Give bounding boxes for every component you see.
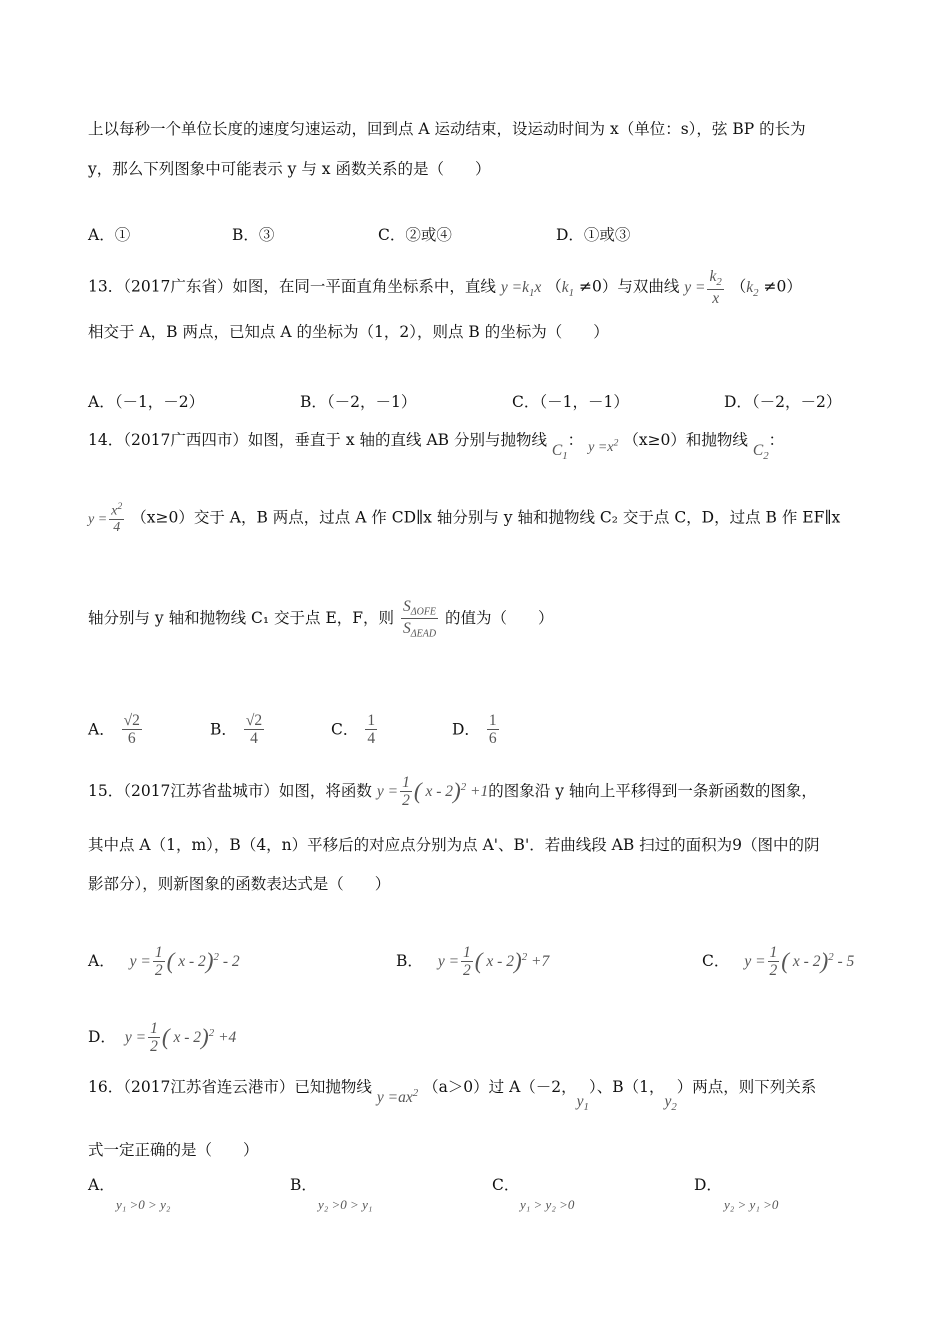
q13-prefix: 13．（2017广东省）如图，在同一平面直角坐标系中，直线 <box>88 277 496 296</box>
q12-line2: y，那么下列图象中可能表示 y 与 x 函数关系的是（ ） <box>88 160 491 178</box>
q15-line1 <box>88 774 817 811</box>
q16-option-a[interactable]: A． y₁ >0 > y₂ <box>88 1176 171 1212</box>
q14-line2-wrap <box>88 502 840 537</box>
q14-c1-label: $C_1$ <box>551 442 568 462</box>
q16-mid2: ）、B（1， <box>588 1078 665 1096</box>
q15-prefix: 15．（2017江苏省盐城市）如图，将函数 <box>88 781 372 800</box>
q16-mid1: （a＞0）过 A（－2， <box>423 1078 577 1096</box>
q16-y2: $y_2$ <box>664 1093 677 1113</box>
q13-mid1: （ <box>546 277 562 296</box>
q15-line2: 其中点 A（1，m），B（4，n）平移后的对应点分别为点 A'、B'．若曲线段 AB 扫过的面积为9（图中的阴 <box>88 836 820 854</box>
q14-parabola1: $y =x^2$ <box>588 437 619 455</box>
q12-option-a[interactable]: A．① <box>88 226 131 244</box>
q14-parabola2: y = $\frac{x^2}{4}$ <box>88 501 123 535</box>
q16-option-c[interactable]: C． y₁ > y₂ >0 <box>492 1176 575 1212</box>
q16-prefix: 16．（2017江苏省连云港市）已知抛物线 <box>88 1078 372 1096</box>
q14-option-b[interactable]: B． $\frac{√2}{4}$ <box>210 712 263 748</box>
q12-option-b[interactable]: B．③ <box>232 226 275 244</box>
q12-line1: 上以每秒一个单位长度的速度匀速运动，回到点 A 运动结束，设运动时间为 x（单位：s），弦 BP 的长为 <box>88 120 806 138</box>
q15-option-a[interactable]: A． y = $\frac{1}{2}$ ( x - 2)$^2$ - 2 <box>88 944 240 980</box>
q15-option-b[interactable]: B． y = $\frac{1}{2}$ ( x - 2)$^2$ +7 <box>396 944 550 980</box>
q14-c2-label: $C_2$ <box>752 442 769 462</box>
q13-option-d[interactable]: D．（－2，－2） <box>724 393 842 411</box>
q13-line1: 13．（2017广东省）如图，在同一平面直角坐标系中，直线 $y =k_1x$ $(k_1 \ne 0)$与双曲线 y = $\frac{k_2}{x}$ $(k_2 \ne 0)$ <box>88 268 802 307</box>
q13-tail: ） <box>786 277 802 296</box>
q12-option-c[interactable]: C．②或④ <box>378 226 452 244</box>
q13-k2-cond: $k_2$ <box>746 278 759 299</box>
q14-option-c[interactable]: C． $\frac{1}{4}$ <box>331 712 376 748</box>
q16-option-b[interactable]: B． y₂ >0 > y₁ <box>290 1176 373 1212</box>
q13-option-a[interactable]: A．（－1，－2） <box>88 393 205 411</box>
q13-line-formula: $y =k_1x$ <box>500 278 542 299</box>
q14-option-d[interactable]: D． $\frac{1}{6}$ <box>452 712 497 748</box>
q12-option-d[interactable]: D．①或③ <box>556 226 631 244</box>
q14-line2: （x≥0）交于 A，B 两点，过点 A 作 CD∥x 轴分别与 y 轴和抛物线 C₂ 交于点 C，D，过点 B 作 EF∥x <box>131 508 841 527</box>
q14-line3b: 的值为（ ） <box>444 609 554 627</box>
q13-hyperbola-formula: y = $\frac{k_2}{x}$ <box>684 268 722 307</box>
q13-option-c[interactable]: C．（－1，－1） <box>512 393 629 411</box>
q15-option-c[interactable]: C． y = $\frac{1}{2}$ ( x - 2)$^2$ - 5 <box>702 944 855 980</box>
q14-line3 <box>88 598 554 640</box>
q15-option-d[interactable]: D． y = $\frac{1}{2}$ ( x - 2)$^2$ +4 <box>88 1020 237 1056</box>
q15-line3: 影部分），则新图象的函数表达式是（ ） <box>88 875 391 893</box>
q14-line1: 14．（2017广西四市）如图，垂直于 x 轴的直线 AB 分别与抛物线 $C_1$： $y =x^2$ （x≥0）和抛物线 $C_2$： <box>88 431 785 462</box>
q14-prefix: 14．（2017广西四市）如图，垂直于 x 轴的直线 AB 分别与抛物线 <box>88 431 547 449</box>
q16-parabola: $y =ax^2$ <box>376 1087 419 1106</box>
q13-option-b[interactable]: B．（－2，－1） <box>300 393 417 411</box>
q16-option-d[interactable]: D． y₂ > y₁ >0 <box>694 1176 779 1212</box>
q14-option-a[interactable]: A． $\frac{√2}{6}$ <box>88 712 140 748</box>
q16-tail: ）两点，则下列关系 <box>676 1078 817 1096</box>
q16-line1 <box>88 1075 817 1113</box>
q13-line2: 相交于 A，B 两点，已知点 A 的坐标为（1，2），则点 B 的坐标为（ ） <box>88 323 609 341</box>
q14-line3a: 轴分别与 y 轴和抛物线 C₁ 交于点 E，F，则 <box>88 609 395 627</box>
q13-k1-cond: $k_1$ <box>561 278 575 299</box>
q14-area-ratio: $\frac{S_{\Delta OFE}}{S_{\Delta EAD}}$ <box>402 598 437 639</box>
q14-mid1: （x≥0）和抛物线 <box>623 431 748 449</box>
q15-function: y = $\frac{1}{2}$ ( x - 2)$^2$ +1 <box>376 774 489 810</box>
q15-suffix: 的图象沿 y 轴向上平移得到一条新函数的图象， <box>488 781 817 800</box>
q13-mid2: ）与双曲线 <box>601 277 680 296</box>
q16-line2: 式一定正确的是（ ） <box>88 1141 259 1159</box>
q16-y1: $y_1$ <box>576 1093 589 1113</box>
